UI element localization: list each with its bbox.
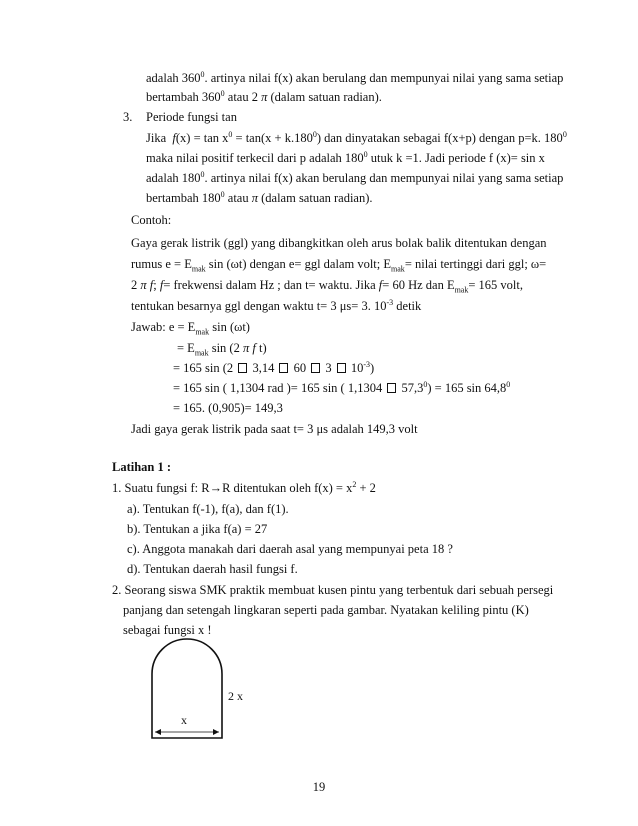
width-arrow-left [155, 729, 161, 735]
question-2: 2. Seorang siswa SMK praktik membuat kusen pintu yang terbentuk dari sebuah persegi [112, 583, 554, 597]
page-number: 19 [312, 780, 326, 794]
question-1d: d). Tentukan daerah hasil fungsi f. [127, 562, 298, 576]
contoh-heading: Contoh: [131, 213, 172, 227]
text-line: adalah $180^0$. artinya nilai f(x) akan berulang dan mempunyai nilai yang sama setiap [146, 169, 564, 185]
door-outline [152, 639, 222, 738]
width-label: x [181, 713, 187, 727]
question-1b: b). Tentukan a jika f(a) = 27 [127, 522, 268, 536]
text-line: tentukan besarnya ggl dengan waktu t= 3 μs= 3. $10^{-3}$ detik [131, 297, 422, 313]
answer-step: = $E_{mak}$ sin (2 π f t) [177, 341, 267, 358]
door-figure [140, 618, 270, 748]
list-number: 3. [123, 110, 133, 124]
text-line: bertambah $360^0$ atau 2 π (dalam satuan radian). [146, 88, 382, 104]
answer-step: = 165. (0,905)= 149,3 [173, 401, 283, 415]
text-line: adalah $360^0$. artinya nilai f(x) akan berulang dan mempunyai nilai yang sama setiap [146, 69, 564, 85]
conclusion-line: Jadi gaya gerak listrik pada saat t= 3 μs adalah 149,3 volt [131, 422, 418, 436]
answer-step: = 165 sin ( 1,1304 rad )= 165 sin ( 1,1304 $57,3^0) = 165$ sin 64,8$^0$ [173, 379, 511, 395]
question-1: 1. Suatu fungsi f: R→R ditentukan oleh $f(x) = x^2 + 2$ [112, 479, 376, 495]
text-line: rumus $e = E_{mak}$ sin (ωt) dengan e= ggl dalam volt; $E_{mak}=$ nilai tertinggi dari ggl; ω= [131, 257, 547, 274]
width-arrow-right [213, 729, 219, 735]
question-1a: a). Tentukan f(-1), f(a), dan f(1). [127, 502, 289, 516]
text-line: Gaya gerak listrik (ggl) yang dibangkitkan oleh arus bolak balik ditentukan dengan [131, 236, 547, 250]
section-heading: Periode fungsi tan [146, 110, 237, 124]
answer-line: Jawab: $e = E_{mak}$ sin (ωt) [131, 320, 250, 337]
height-label: 2 x [228, 689, 243, 703]
text-line: bertambah $180^0$ atau π (dalam satuan radian). [146, 189, 373, 205]
latihan-heading: Latihan 1 : [112, 460, 172, 474]
text-line: Jika $f(x) = \tan x^0 = \tan(x + k.180^0)$ dan dinyatakan sebagai f(x+p) dengan p=k. $180^0$ [146, 129, 567, 145]
text-line: 2 π f; f= frekwensi dalam Hz ; dan t= waktu. Jika f= 60 Hz dan $E_{mak}= 165$ volt, [131, 278, 523, 295]
question-1c: c). Anggota manakah dari daerah asal yang mempunyai peta 18 ? [127, 542, 453, 556]
text-line: maka nilai positif terkecil dari p adalah $180^0$ utuk k =1. Jadi periode f (x)= sin x [146, 149, 545, 165]
question-2-line: panjang dan setengah lingkaran seperti pada gambar. Nyatakan keliling pintu (K) [123, 603, 529, 617]
question-2-line: sebagai fungsi x ! [123, 623, 212, 637]
answer-step: = 165 sin (2 3,14 60 3 $10^{-3}$) [173, 359, 375, 375]
